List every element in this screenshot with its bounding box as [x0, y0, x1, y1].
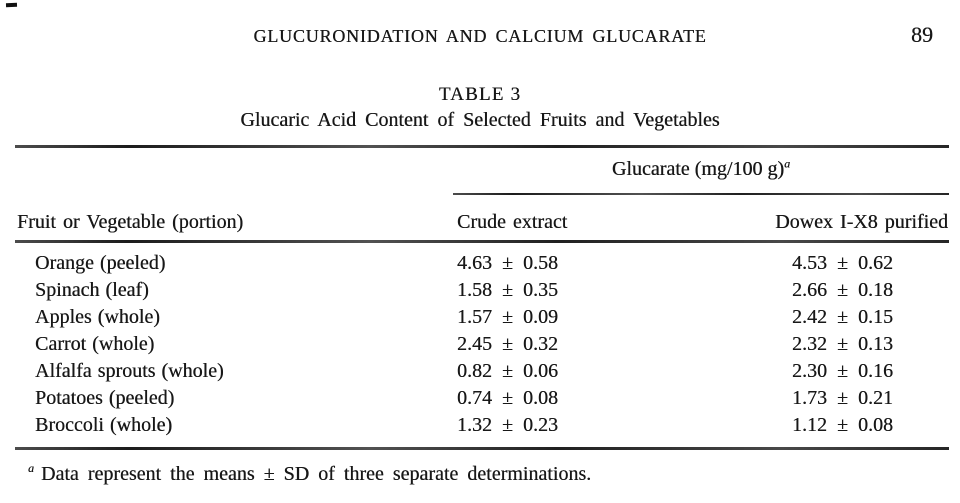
cell-crude: 4.63 ± 0.58 — [457, 252, 558, 274]
cell-dowex: 2.42 ± 0.15 — [792, 306, 893, 328]
cell-item: Broccoli (whole) — [35, 414, 173, 436]
table-title: Glucaric Acid Content of Selected Fruits and Vegetables — [240, 109, 720, 131]
spanner-label: Glucarate (mg/100 g) — [611, 158, 785, 180]
column-header-crude-extract: Crude extract — [457, 211, 568, 233]
cell-crude: 1.57 ± 0.09 — [457, 306, 558, 328]
table-bottom-rule — [15, 447, 949, 450]
cell-crude: 2.45 ± 0.32 — [457, 333, 558, 355]
table-row — [0, 306, 960, 333]
table-top-rule — [15, 145, 949, 148]
footnote-text: Data represent the means ± SD of three separate determinations. — [41, 463, 592, 485]
page-number: 89 — [911, 22, 933, 47]
table-row — [0, 414, 960, 441]
table-row — [0, 387, 960, 414]
cell-dowex: 1.73 ± 0.21 — [792, 387, 893, 409]
cell-item: Orange (peeled) — [35, 252, 166, 274]
spanner-footnote-marker: a — [784, 156, 791, 171]
cell-crude: 1.58 ± 0.35 — [457, 279, 558, 301]
cell-item: Spinach (leaf) — [35, 279, 149, 301]
table-label: TABLE 3 — [438, 84, 522, 105]
table-footnote — [28, 463, 940, 486]
cell-item: Apples (whole) — [35, 306, 160, 328]
scan-artifact-mark — [6, 3, 17, 7]
cell-dowex: 2.66 ± 0.18 — [792, 279, 893, 301]
cell-item: Carrot (whole) — [35, 333, 155, 355]
cell-dowex: 2.32 ± 0.13 — [792, 333, 893, 355]
spanner-rule — [453, 193, 949, 195]
cell-item: Alfalfa sprouts (whole) — [35, 360, 224, 382]
table-body — [0, 252, 960, 441]
spanner-header — [453, 158, 949, 181]
cell-dowex: 2.30 ± 0.16 — [792, 360, 893, 382]
cell-dowex: 4.53 ± 0.62 — [792, 252, 893, 274]
table-row — [0, 360, 960, 387]
cell-crude: 0.74 ± 0.08 — [457, 387, 558, 409]
table-row — [0, 333, 960, 360]
cell-dowex: 1.12 ± 0.08 — [792, 414, 893, 436]
table-row — [0, 279, 960, 306]
running-head: GLUCURONIDATION AND CALCIUM GLUCARATE — [253, 26, 707, 46]
column-header-dowex-purified: Dowex I-X8 purified — [775, 211, 948, 233]
cell-crude: 1.32 ± 0.23 — [457, 414, 558, 436]
column-header-item: Fruit or Vegetable (portion) — [17, 211, 244, 233]
footnote-marker: a — [28, 461, 34, 476]
header-bottom-rule — [15, 240, 949, 243]
cell-item: Potatoes (peeled) — [35, 387, 175, 409]
cell-crude: 0.82 ± 0.06 — [457, 360, 558, 382]
table-row — [0, 252, 960, 279]
